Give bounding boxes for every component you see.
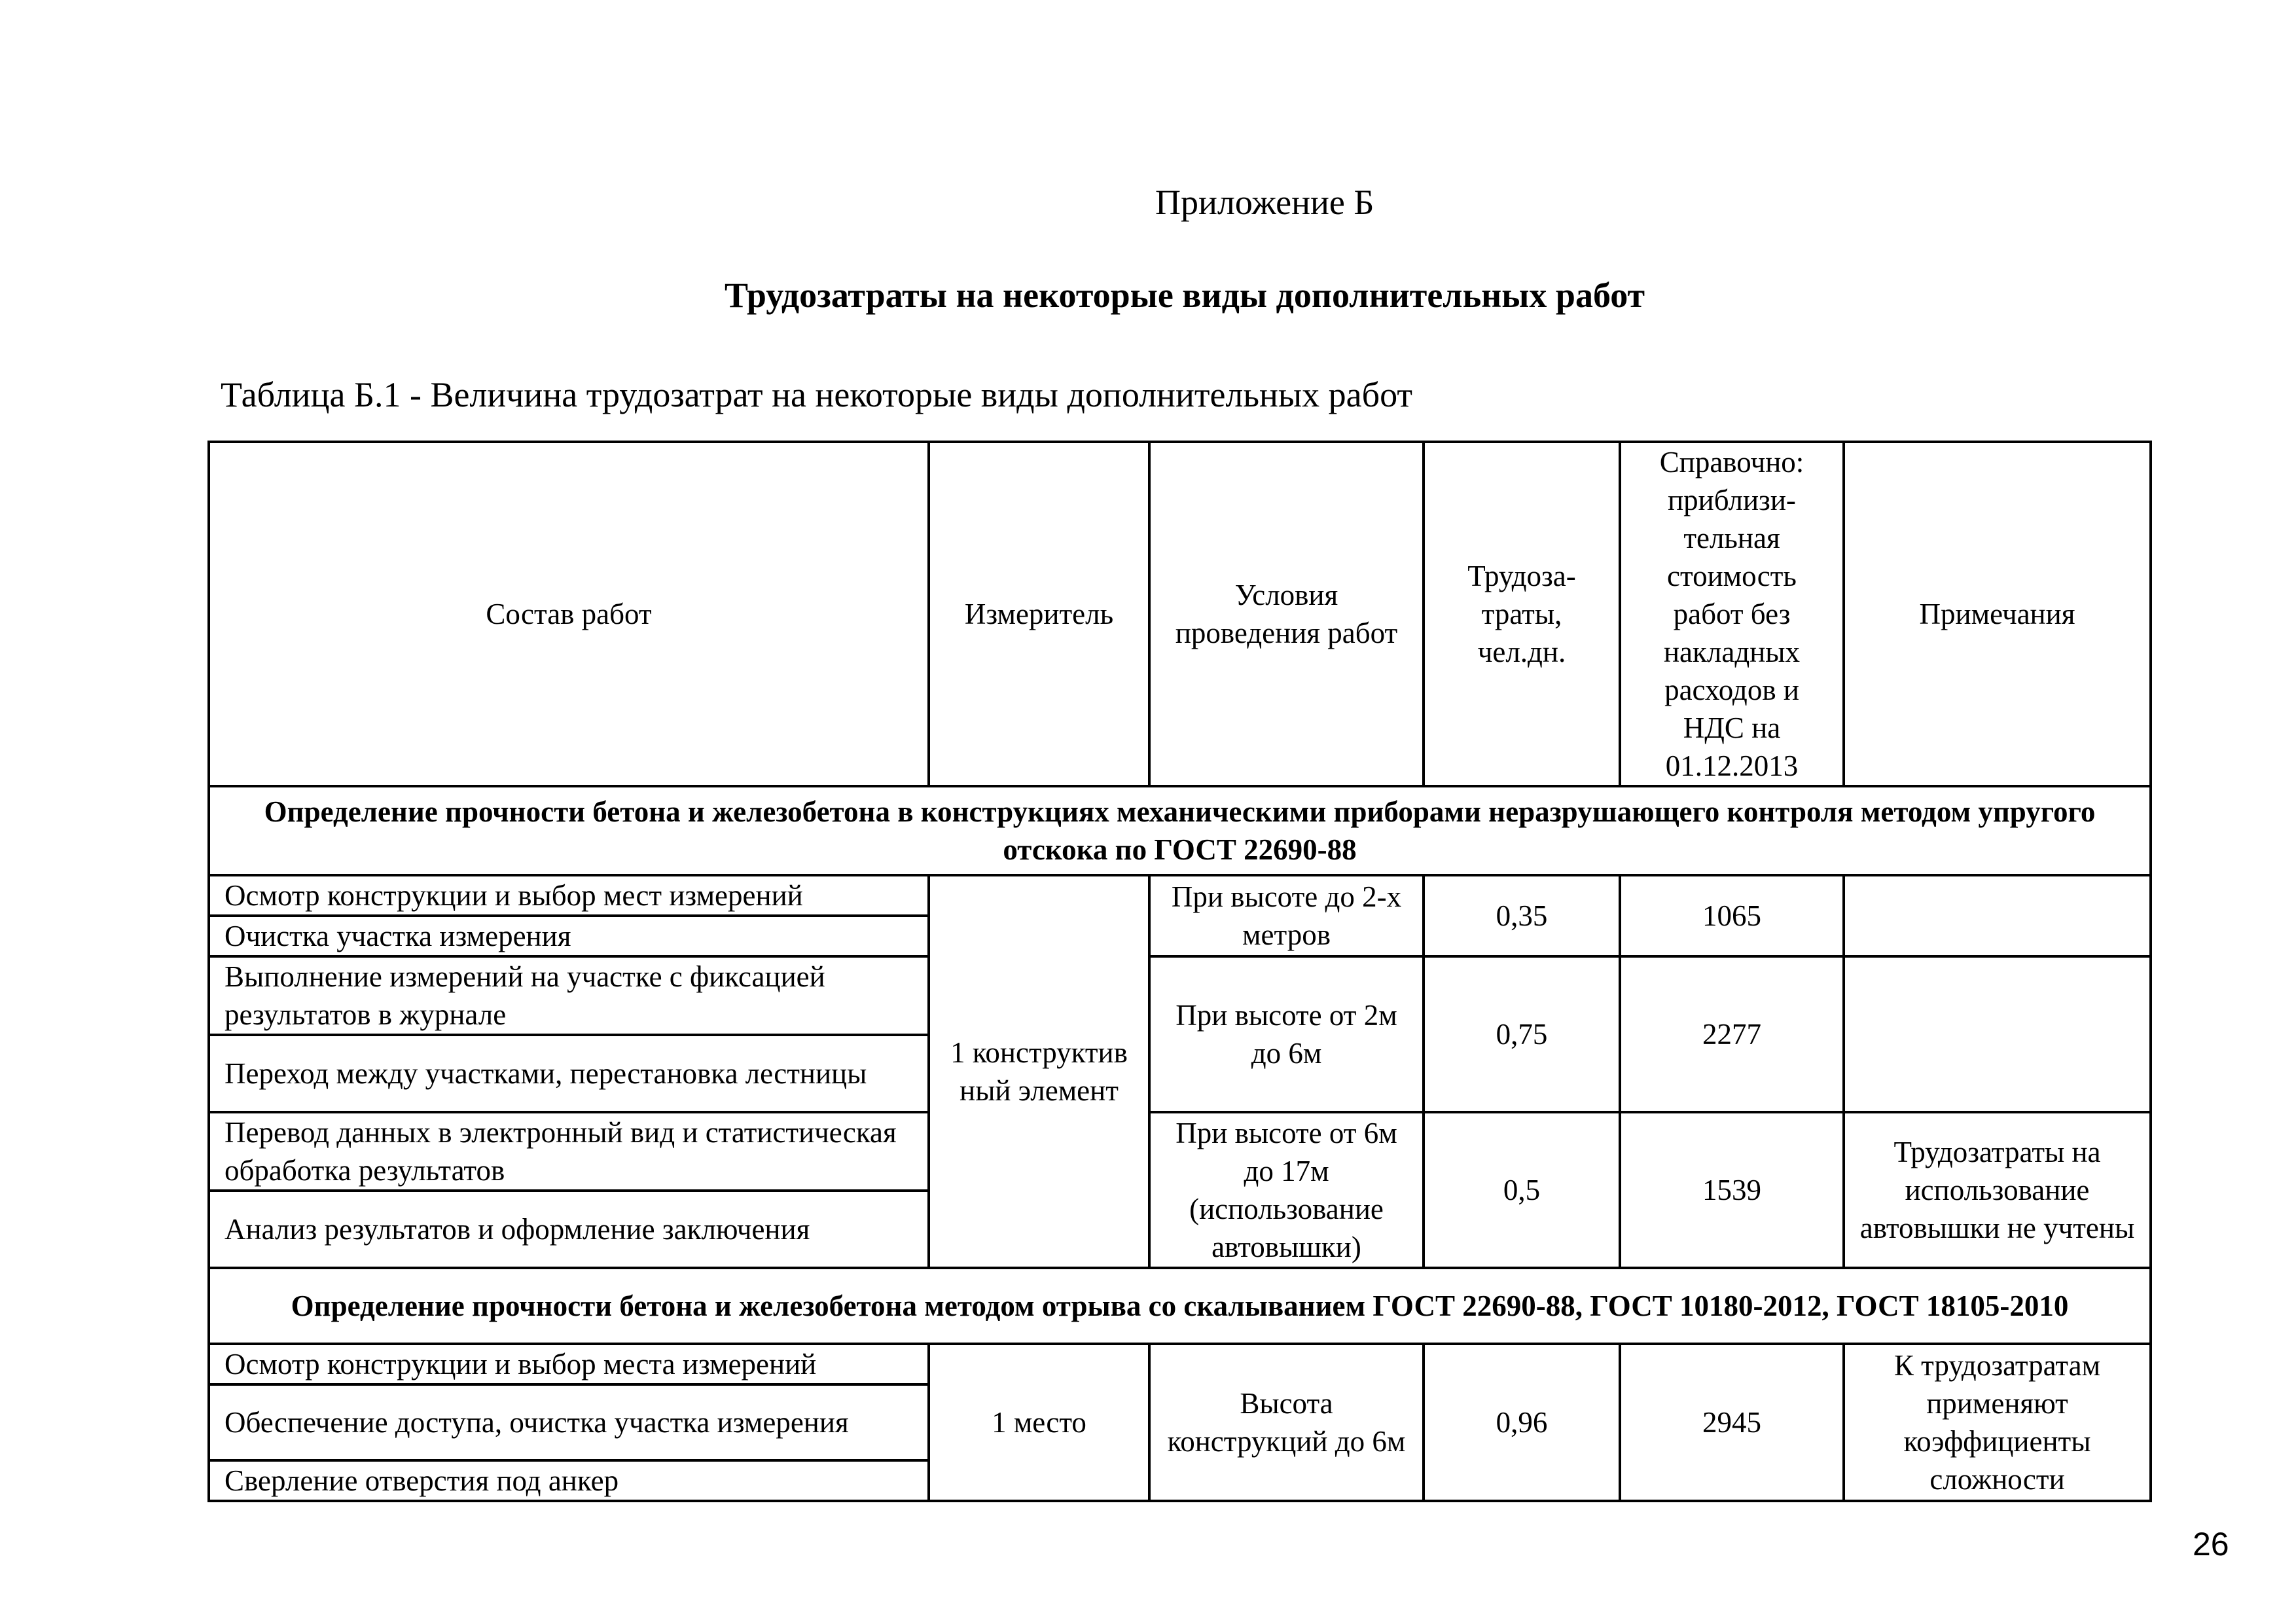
group2-note <box>1844 956 2151 1112</box>
work-item: Сверление отверстия под анкер <box>209 1460 929 1501</box>
work-item: Перевод данных в электронный вид и статистическая обработка результатов <box>209 1112 929 1191</box>
section1-unit: 1 конструктив ный элемент <box>929 875 1149 1268</box>
header-cost: Справочно: приблизи-тельная стоимость работ без накладных расходов и НДС на 01.12.2013 <box>1620 442 1844 786</box>
header-labor: Трудоза-траты, чел.дн. <box>1424 442 1620 786</box>
work-item: Анализ результатов и оформление заключения <box>209 1191 929 1268</box>
section-row <box>209 786 2151 875</box>
header-works: Состав работ <box>209 442 929 786</box>
work-item: Осмотр конструкции и выбор места измерений <box>209 1344 929 1384</box>
appendix-label: Приложение Б <box>1155 183 1374 222</box>
group3-labor: 0,5 <box>1424 1112 1620 1268</box>
work-item: Выполнение измерений на участке с фиксацией результатов в журнале <box>209 956 929 1035</box>
table-row <box>209 1344 2151 1384</box>
header-unit: Измеритель <box>929 442 1149 786</box>
table-row <box>209 956 2151 1035</box>
header-row <box>209 442 2151 786</box>
section2-unit: 1 место <box>929 1344 1149 1501</box>
table-row <box>209 1112 2151 1191</box>
section-row <box>209 1268 2151 1344</box>
table-row <box>209 875 2151 916</box>
section1-title: Определение прочности бетона и железобетона в конструкциях механическими приборами неразрушающего контроля методом упругого отскока по ГОСТ 22690-88 <box>209 786 2151 875</box>
section2-conditions: Высота конструкций до 6м <box>1149 1344 1424 1501</box>
group2-conditions: При высоте от 2м до 6м <box>1149 956 1424 1112</box>
group3-conditions: При высоте от 6м до 17м (использование автовышки) <box>1149 1112 1424 1268</box>
section2-labor: 0,96 <box>1424 1344 1620 1501</box>
group2-cost: 2277 <box>1620 956 1844 1112</box>
group1-conditions: При высоте до 2-х метров <box>1149 875 1424 956</box>
group2-labor: 0,75 <box>1424 956 1620 1112</box>
group1-cost: 1065 <box>1620 875 1844 956</box>
header-notes: Примечания <box>1844 442 2151 786</box>
section2-title: Определение прочности бетона и железобетона методом отрыва со скалыванием ГОСТ 22690-88, ГОСТ 10180-2012, ГОСТ 18105-2010 <box>209 1268 2151 1344</box>
header-conditions: Условия проведения работ <box>1149 442 1424 786</box>
work-item: Обеспечение доступа, очистка участка измерения <box>209 1384 929 1460</box>
work-item: Осмотр конструкции и выбор мест измерений <box>209 875 929 916</box>
labor-cost-table <box>207 441 2152 1502</box>
group1-note <box>1844 875 2151 956</box>
group3-cost: 1539 <box>1620 1112 1844 1268</box>
section2-note: К трудозатратам применяют коэффициенты сложности <box>1844 1344 2151 1501</box>
work-item: Очистка участка измерения <box>209 916 929 956</box>
group3-note: Трудозатраты на использование автовышки не учтены <box>1844 1112 2151 1268</box>
group1-labor: 0,35 <box>1424 875 1620 956</box>
section2-cost: 2945 <box>1620 1344 1844 1501</box>
work-item: Переход между участками, перестановка лестницы <box>209 1035 929 1112</box>
page-number: 26 <box>2193 1526 2229 1562</box>
page-heading: Трудозатраты на некоторые виды дополнительных работ <box>724 276 1645 315</box>
table-caption: Таблица Б.1 - Величина трудозатрат на некоторые виды дополнительных работ <box>221 375 1412 414</box>
